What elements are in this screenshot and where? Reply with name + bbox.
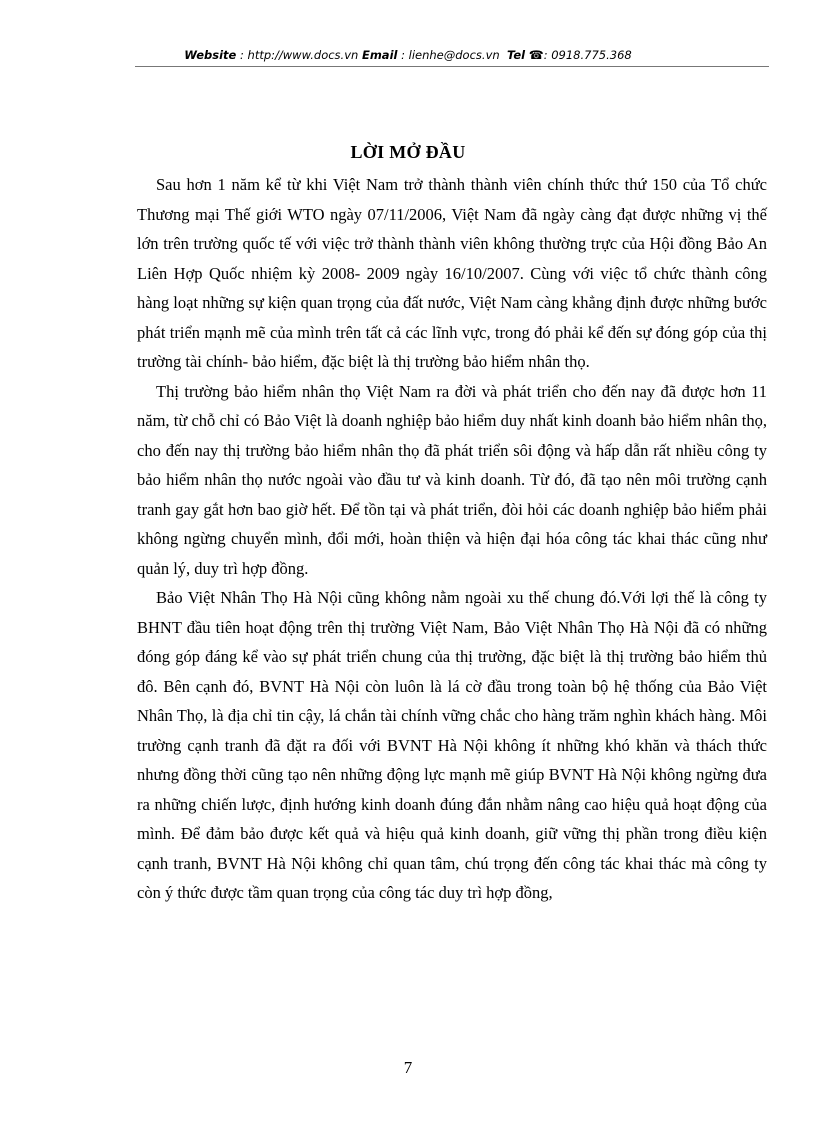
phone-icon: ☎: [528, 48, 544, 62]
page-number: 7: [403, 1058, 413, 1077]
tel-value: 0918.775.368: [551, 48, 632, 62]
paragraph-3: Bảo Việt Nhân Thọ Hà Nội cũng không nằm ngoài xu thế chung đó.Với lợi thế là công ty BHNT đầu tiên hoạt động trên thị trường Việt Nam, Bảo Việt Nhân Thọ Hà Nội đã có những đóng góp đáng kể vào sự phát triển chung của thị trường, đặc biệt là thị trường bảo hiểm thủ đô. Bên cạnh đó, BVNT Hà Nội còn luôn là lá cờ đầu trong toàn bộ hệ thống của Bảo Việt Nhân Thọ, là địa chỉ tin cậy, lá chắn tài chính vững chắc cho hàng trăm nghìn khách hàng. Môi trường cạnh tranh đã đặt ra đối với BVNT Hà Nội không ít những khó khăn và thách thức nhưng đồng thời cũng tạo nên những động lực mạnh mẽ giúp BVNT Hà Nội không ngừng đưa ra những chiến lược, định hướng kinh doanh đúng đắn nhằm nâng cao hiệu quả hoạt động của mình. Để đảm bảo được kết quả và hiệu quả kinh doanh, giữ vững thị phần trong điều kiện cạnh tranh, BVNT Hà Nội không chỉ quan tâm, chú trọng đến công tác khai thác mà công ty còn ý thức được tầm quan trọng của công tác duy trì hợp đồng,: [137, 588, 767, 902]
document-body: [137, 170, 767, 908]
header-divider: [135, 66, 769, 67]
tel-label: Tel: [506, 48, 526, 62]
email-link[interactable]: lienhe@docs.vn: [408, 48, 500, 62]
page-header: Website : http://www.docs.vn Email : lienhe@docs.vn Tel ☎: 0918.775.368: [184, 48, 632, 62]
website-label: Website: [184, 48, 237, 62]
website-link[interactable]: http://www.docs.vn: [247, 48, 359, 62]
paragraph-2: Thị trường bảo hiểm nhân thọ Việt Nam ra đời và phát triển cho đến nay đã được hơn 11 năm, từ chỗ chỉ có Bảo Việt là doanh nghiệp bảo hiểm duy nhất kinh doanh bảo hiểm nhân thọ, cho đến nay thị trường bảo hiểm nhân thọ đã phát triển sôi động và hấp dẫn rất nhiều công ty bảo hiểm nhân thọ nước ngoài vào đầu tư và kinh doanh. Từ đó, đã tạo nên môi trường cạnh tranh gay gắt hơn bao giờ hết. Để tồn tại và phát triển, đòi hỏi các doanh nghiệp bảo hiểm phải không ngừng chuyển mình, đổi mới, hoàn thiện và hiện đại hóa công tác khai thác cũng như quản lý, duy trì hợp đồng.: [137, 381, 767, 578]
email-label: Email: [361, 48, 398, 62]
document-title: LỜI MỞ ĐẦU: [350, 142, 466, 162]
paragraph-1: Sau hơn 1 năm kể từ khi Việt Nam trở thành thành viên chính thức thứ 150 của Tổ chức Thương mại Thế giới WTO ngày 07/11/2006, Việt Nam đã ngày càng đạt được những vị thế lớn trên trường quốc tế với việc trở thành thành viên không thường trực của Hội đồng Bảo An Liên Hợp Quốc nhiệm kỳ 2008- 2009 ngày 16/10/2007. Cùng với việc tổ chức thành công hàng loạt những sự kiện quan trọng của đất nước, Việt Nam càng khẳng định được những bước phát triển mạnh mẽ của mình trên tất cả các lĩnh vực, trong đó phải kể đến sự đóng góp của thị trường tài chính- bảo hiểm, đặc biệt là thị trường bảo hiểm nhân thọ.: [137, 175, 767, 371]
